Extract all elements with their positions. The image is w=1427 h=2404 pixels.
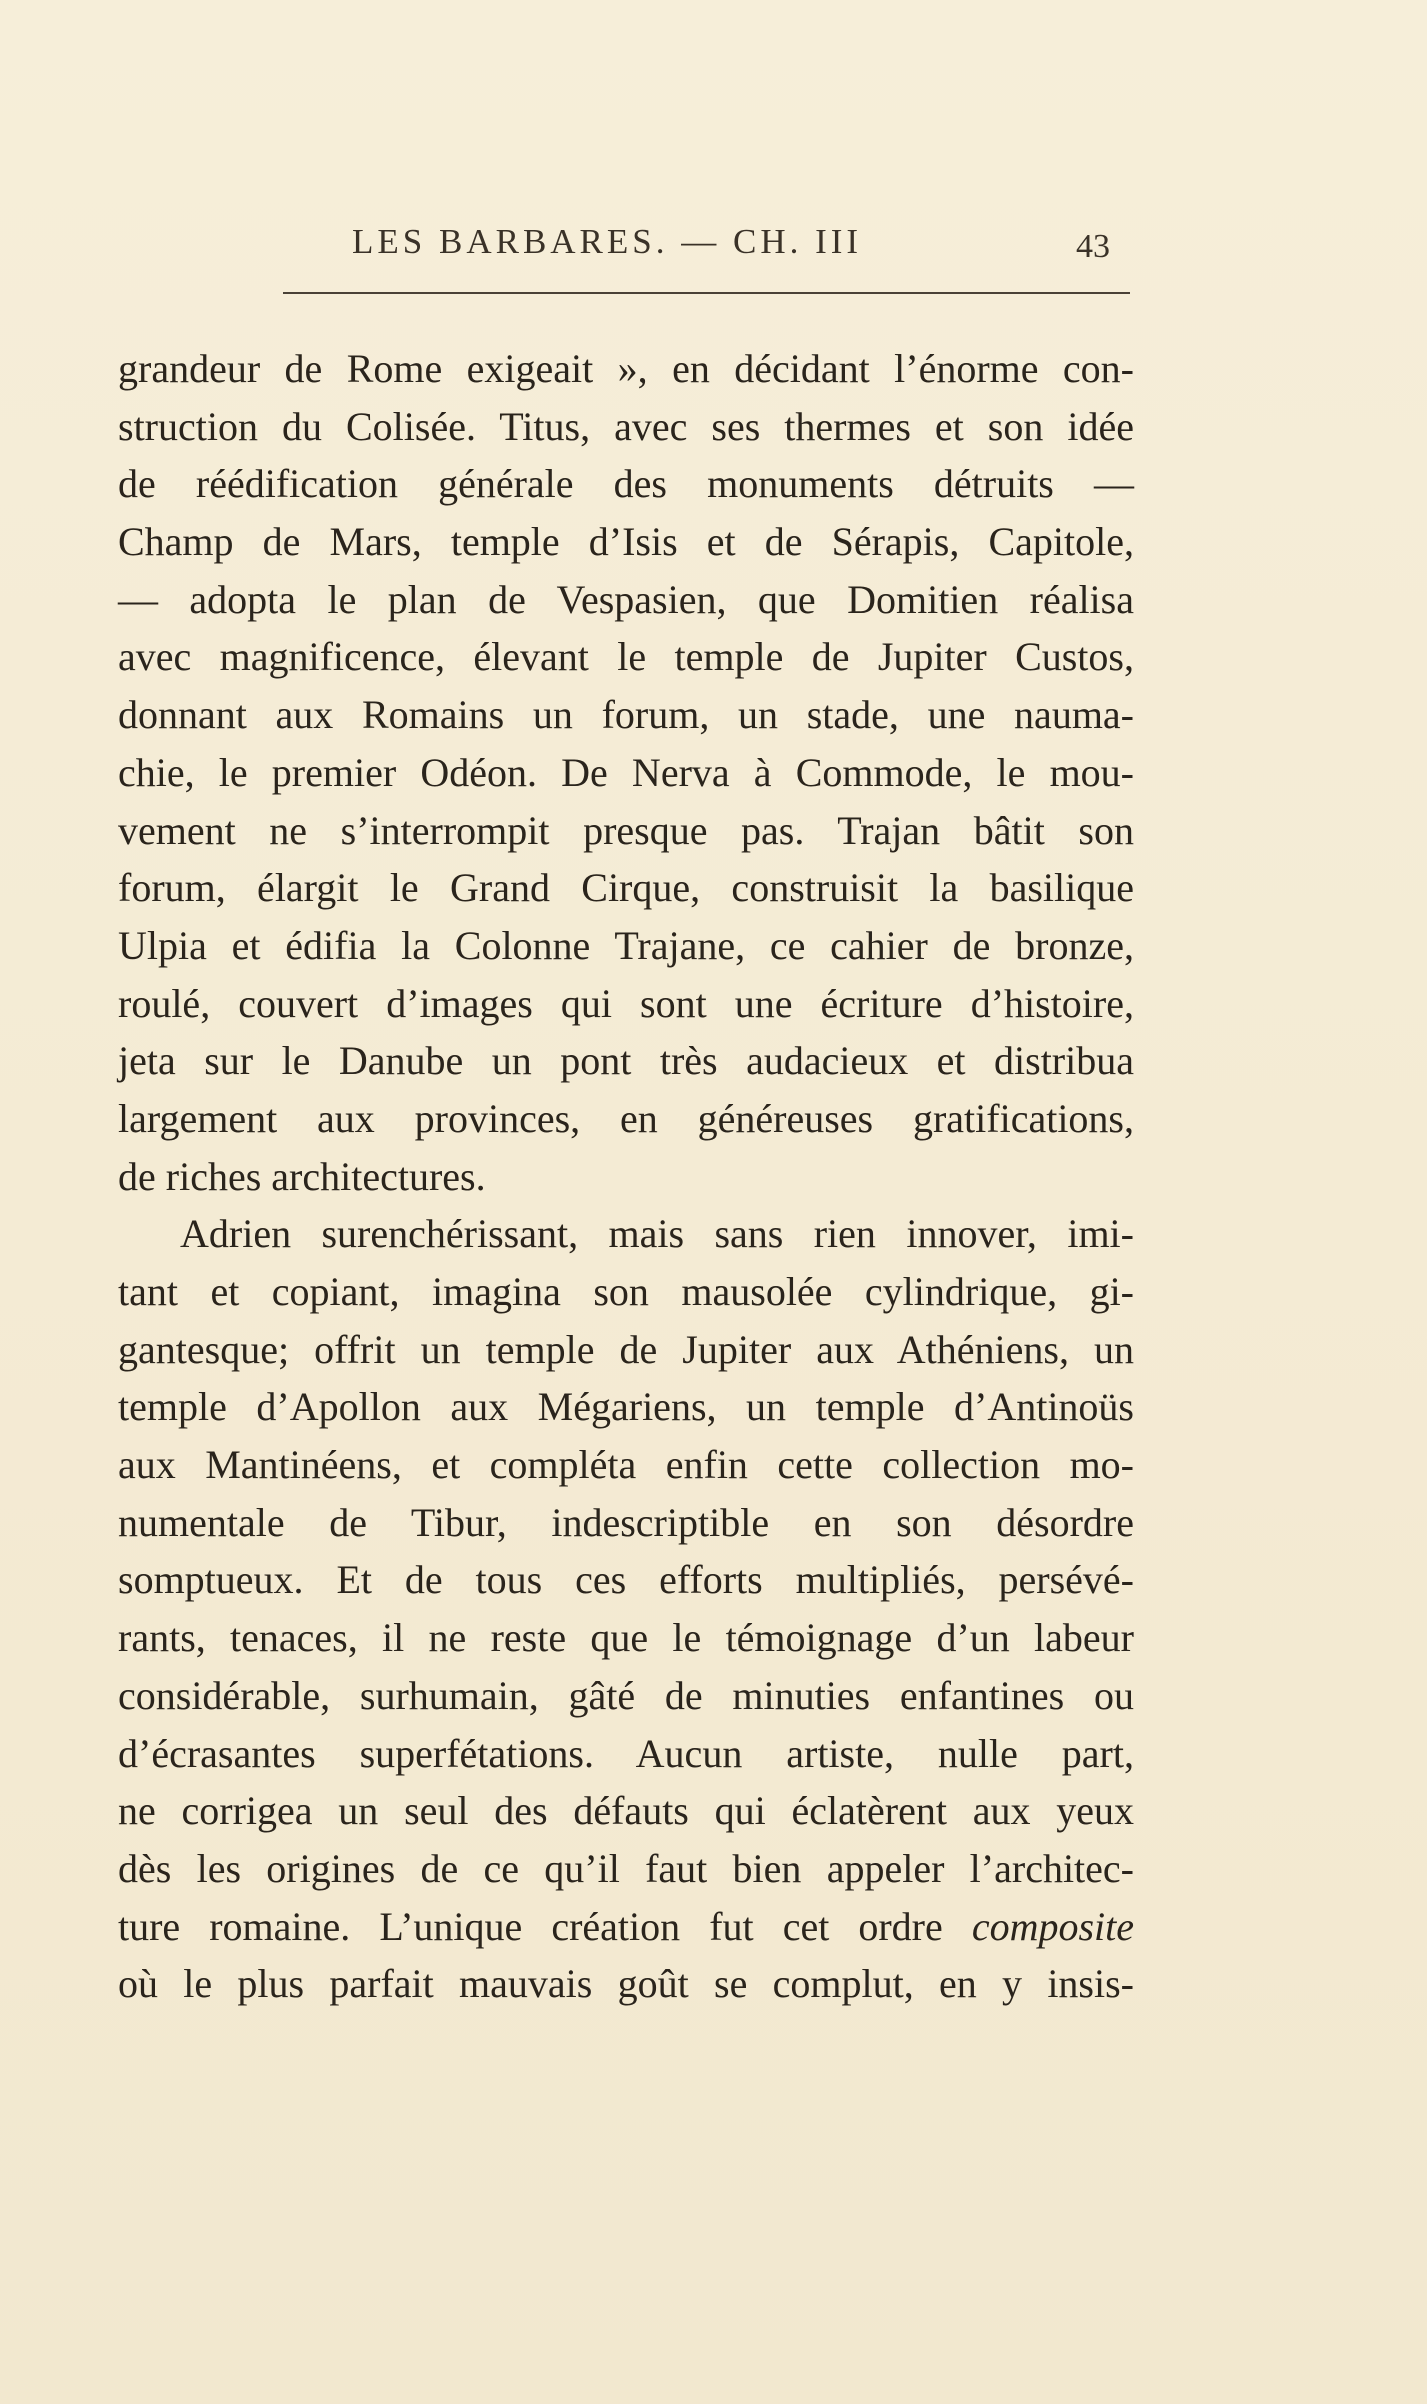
body-text xyxy=(118,340,1134,2013)
text-line: de riches architectures. xyxy=(118,1153,486,1199)
text-line: tant et copiant, imagina son mausolée cylindrique, gi- xyxy=(118,1269,1134,1314)
text-line: gantesque; offrit un temple de Jupiter aux Athéniens, un xyxy=(118,1326,1134,1372)
text-line: donnant aux Romains un forum, un stade, une nauma- xyxy=(118,692,1134,738)
text-line: chie, le premier Odéon. De Nerva à Commode, le mou- xyxy=(118,749,1134,795)
text-line: — adopta le plan de Vespasien, que Domitien réalisa xyxy=(118,576,1134,622)
text-line: jeta sur le Danube un pont très audacieux et distribua xyxy=(118,1038,1134,1084)
text-line: somptueux. Et de tous ces efforts multipliés, persévé- xyxy=(118,1557,1134,1603)
text-line: dès les origines de ce qu’il faut bien appeler l’architec- xyxy=(118,1845,1134,1891)
italic-term: composite xyxy=(971,1903,1135,1949)
text-line: temple d’Apollon aux Mégariens, un temple d’Antinoüs xyxy=(118,1384,1134,1430)
text-line: Adrien surenchérissant, mais sans rien innover, imi- xyxy=(180,1211,1134,1257)
text-line: numentale de Tibur, indescriptible en son désordre xyxy=(118,1499,1134,1545)
text-line: de réédification générale des monuments détruits — xyxy=(118,461,1134,507)
text-line-with-italic xyxy=(118,1898,1134,1956)
text-line: où le plus parfait mauvais goût se complut, en y insis- xyxy=(118,1961,1134,2007)
text-line: avec magnificence, élevant le temple de Jupiter Custos, xyxy=(118,634,1134,680)
text-line: forum, élargit le Grand Cirque, construisit la basilique xyxy=(118,865,1134,911)
running-head: LES BARBARES. — CH. III xyxy=(352,222,863,261)
text-line: grandeur de Rome exigeait », en décidant l’énorme con- xyxy=(118,346,1134,391)
text-line: ne corrigea un seul des défauts qui éclatèrent aux yeux xyxy=(118,1788,1134,1834)
page-number: 43 xyxy=(1076,228,1110,265)
text-line: Ulpia et édifia la Colonne Trajane, ce cahier de bronze, xyxy=(118,922,1134,968)
text-line: struction du Colisée. Titus, avec ses thermes et son idée xyxy=(118,403,1134,449)
text-line: largement aux provinces, en généreuses gratifications, xyxy=(118,1095,1134,1141)
text-line: d’écrasantes superfétations. Aucun artiste, nulle part, xyxy=(118,1730,1134,1776)
text-line: aux Mantinéens, et compléta enfin cette collection mo- xyxy=(118,1442,1134,1488)
text-line: considérable, surhumain, gâté de minuties enfantines ou xyxy=(118,1672,1134,1718)
text-line: vement ne s’interrompit presque pas. Trajan bâtit son xyxy=(118,807,1134,853)
text-line: rants, tenaces, il ne reste que le témoignage d’un labeur xyxy=(118,1615,1134,1661)
text-segment: ture romaine. L’unique création fut cet ordre xyxy=(118,1903,943,1949)
text-line: Champ de Mars, temple d’Isis et de Sérapis, Capitole, xyxy=(118,519,1134,565)
text-line: roulé, couvert d’images qui sont une écriture d’histoire, xyxy=(118,980,1134,1026)
header-rule xyxy=(283,292,1130,294)
